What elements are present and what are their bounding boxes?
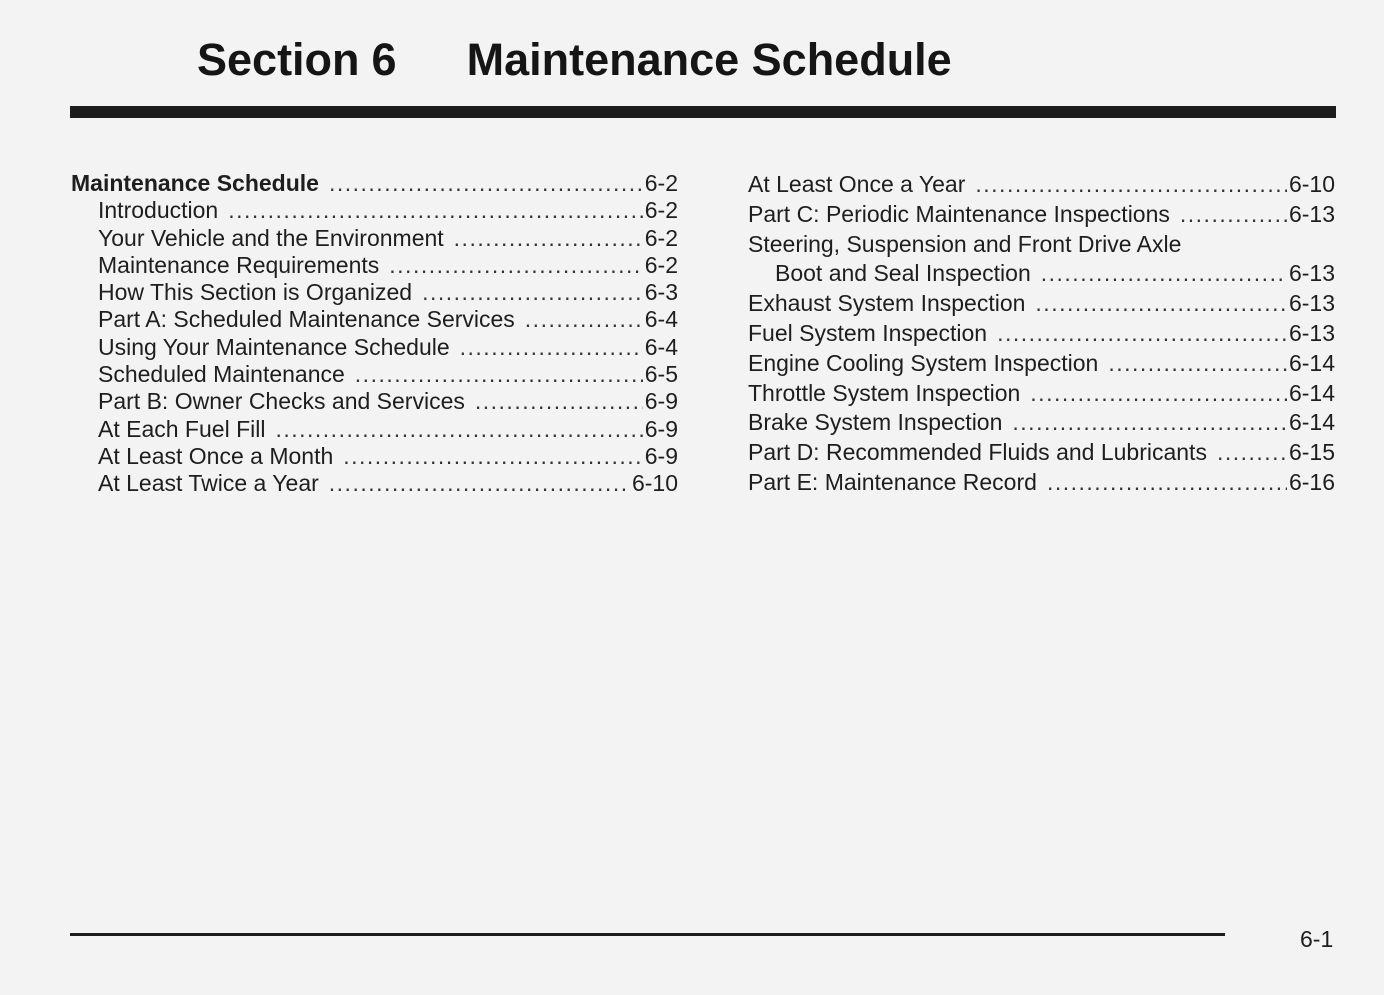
toc-entry-throttle-system[interactable] [748, 379, 1335, 409]
toc-left-column [71, 170, 678, 498]
toc-entry-label: Part B: Owner Checks and Services [98, 388, 465, 415]
toc-right-column [748, 170, 1335, 498]
page-number: 6-1 [1300, 926, 1334, 952]
toc-entry-page: 6-9 [644, 442, 678, 469]
toc-entry-part-a[interactable] [71, 306, 678, 333]
toc-entry-page: 6-2 [644, 224, 678, 251]
toc-entry-label: Exhaust System Inspection [748, 290, 1026, 317]
page-title [197, 34, 952, 86]
toc-entry-page: 6-9 [644, 388, 678, 415]
toc-entry-label: At Least Once a Year [748, 171, 966, 197]
toc-entry-page: 6-10 [1288, 171, 1335, 197]
section-title: Maintenance Schedule [466, 34, 952, 85]
toc-entry-page: 6-4 [644, 333, 678, 360]
toc-entry-part-c[interactable] [748, 200, 1335, 230]
toc-entry-maintenance-schedule[interactable] [71, 170, 678, 197]
toc-entry-label: How This Section is Organized [98, 279, 413, 306]
toc-entry-page: 6-2 [644, 197, 678, 224]
toc-entry-twice-a-year[interactable] [71, 470, 678, 497]
toc-entry-label: Part D: Recommended Fluids and Lubricants [748, 439, 1207, 466]
toc-entry-page: 6-14 [1288, 379, 1335, 406]
section-number: 6 [371, 34, 397, 85]
toc-entry-page: 6-10 [631, 470, 678, 497]
toc-entry-steering-suspension[interactable]: Steering, Suspension and Front Drive Axle [748, 230, 1182, 257]
toc-entry-page: 6-13 [1288, 319, 1335, 346]
toc-entry-label: Engine Cooling System Inspection [748, 349, 1099, 376]
toc-entry-introduction[interactable] [71, 197, 678, 224]
toc-entry-section-organized[interactable] [71, 279, 678, 306]
toc-entry-using-schedule[interactable] [71, 334, 678, 361]
toc-entry-page: 6-13 [1288, 260, 1335, 287]
toc-entry-label: Part E: Maintenance Record [748, 468, 1037, 495]
toc-entry-page: 6-13 [1288, 290, 1335, 317]
section-label: Section [197, 34, 360, 85]
toc-entry-label: Fuel System Inspection [748, 319, 988, 346]
toc-entry-label: Using Your Maintenance Schedule [98, 333, 450, 360]
toc-entry-label: Maintenance Requirements [98, 251, 380, 278]
toc-entry-page: 6-14 [1288, 409, 1335, 436]
toc-entry-page: 6-2 [644, 170, 678, 196]
toc-entry-engine-cooling[interactable] [748, 349, 1335, 379]
toc-entry-page: 6-9 [644, 415, 678, 442]
toc-entry-label: At Least Once a Month [98, 442, 334, 469]
toc-entry-vehicle-environment[interactable] [71, 225, 678, 252]
toc-entry-label: Part C: Periodic Maintenance Inspections [748, 200, 1170, 227]
toc-entry-page: 6-4 [644, 306, 678, 333]
toc-entry-brake-system[interactable] [748, 408, 1335, 438]
toc-entry-label: Throttle System Inspection [748, 379, 1021, 406]
toc-entry-label: Part A: Scheduled Maintenance Services [98, 306, 515, 333]
toc-entry-part-e[interactable] [748, 468, 1335, 498]
toc-entry-page: 6-16 [1288, 468, 1335, 495]
toc-entry-label: Scheduled Maintenance [98, 361, 345, 388]
toc-entry-part-d[interactable] [748, 438, 1335, 468]
toc-entry-part-b[interactable] [71, 388, 678, 415]
toc-entry-label: At Each Fuel Fill [98, 415, 266, 442]
toc-entry-once-a-year[interactable] [748, 170, 1335, 200]
toc-entry-maintenance-requirements[interactable] [71, 252, 678, 279]
toc-entry-page: 6-5 [644, 361, 678, 388]
toc-entry-label: Brake System Inspection [748, 409, 1003, 436]
toc-entry-page: 6-14 [1288, 349, 1335, 376]
toc-entry-page: 6-3 [644, 279, 678, 306]
toc-entry-page: 6-13 [1288, 200, 1335, 227]
toc-entry-page: 6-2 [644, 251, 678, 278]
toc-entry-label: Maintenance Schedule [71, 170, 319, 196]
footer-rule [70, 933, 1225, 936]
toc-entry-once-a-month[interactable] [71, 443, 678, 470]
toc-entry-each-fuel-fill[interactable] [71, 416, 678, 443]
toc-entry-page: 6-15 [1288, 439, 1335, 466]
toc-entry-label: At Least Twice a Year [98, 470, 319, 497]
toc-entry-scheduled-maintenance[interactable] [71, 361, 678, 388]
toc-entry-fuel-system[interactable] [748, 319, 1335, 349]
header-rule [70, 106, 1336, 118]
toc-entry-boot-seal-inspection[interactable] [748, 259, 1335, 289]
toc-entry-exhaust-system[interactable] [748, 289, 1335, 319]
toc-entry-label: Your Vehicle and the Environment [98, 224, 444, 251]
toc-entry-label: Introduction [98, 197, 219, 224]
toc-entry-label: Boot and Seal Inspection [775, 260, 1031, 287]
